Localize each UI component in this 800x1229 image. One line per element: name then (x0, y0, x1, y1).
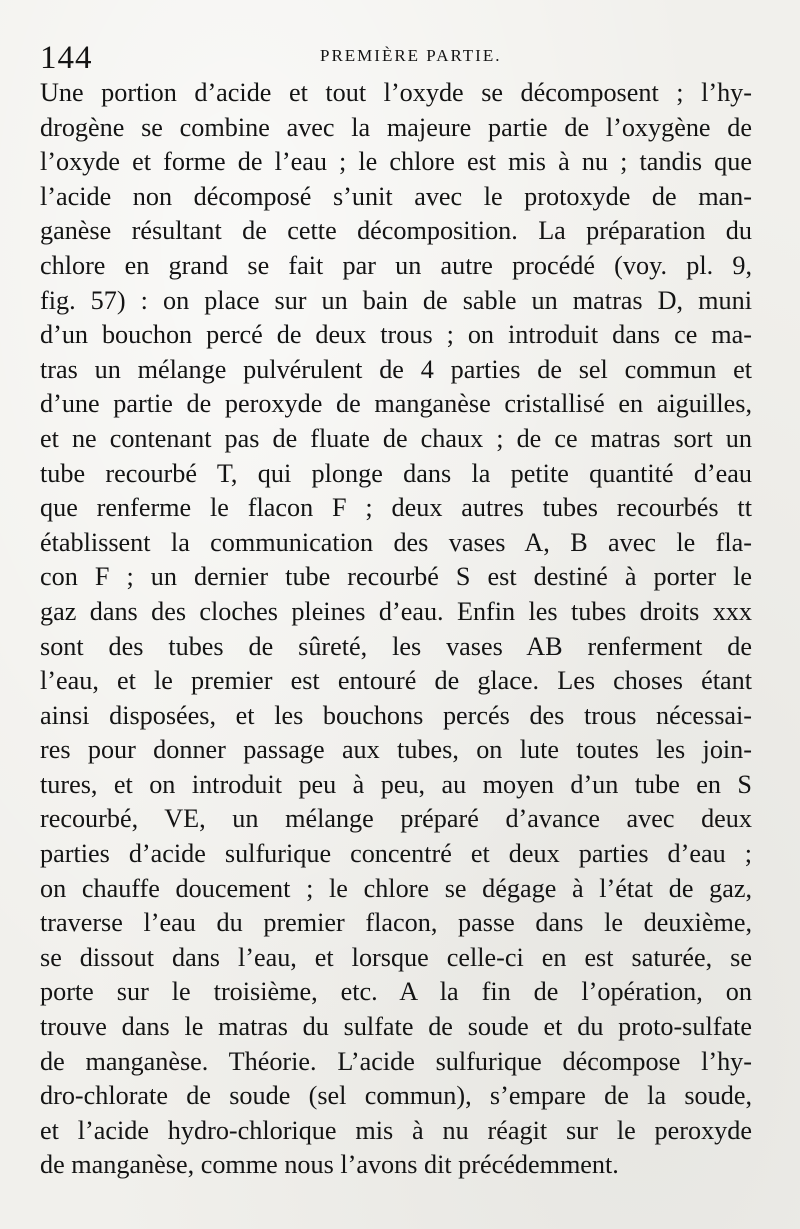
text-line: ainsi disposées, et les bouchons percés des trous nécessai- (40, 700, 752, 730)
text-line: et l’acide hydro-chlorique mis à nu réagit sur le peroxyde (40, 1115, 752, 1145)
text-line: traverse l’eau du premier flacon, passe dans le deuxième, (40, 908, 752, 938)
running-title: PREMIÈRE PARTIE. (320, 46, 502, 65)
body-text (40, 76, 752, 1183)
running-head (40, 38, 760, 78)
text-line: recourbé, VE, un mélange préparé d’avance avec deux (40, 804, 752, 834)
text-line: on chauffe doucement ; le chlore se dégage à l’état de gaz, (40, 873, 752, 903)
text-line: res pour donner passage aux tubes, on lute toutes les join- (40, 735, 752, 765)
text-line: gaz dans des cloches pleines d’eau. Enfin les tubes droits xxx (40, 596, 752, 626)
text-line: sont des tubes de sûreté, les vases AB renferment de (40, 631, 752, 661)
text-line: d’un bouchon percé de deux trous ; on introduit dans ce ma- (40, 320, 752, 350)
text-line: tures, et on introduit peu à peu, au moyen d’un tube en S (40, 769, 752, 799)
text-line: l’eau, et le premier est entouré de glace. Les choses étant (40, 666, 752, 696)
page-number: 144 (40, 40, 93, 76)
text-line: se dissout dans l’eau, et lorsque celle-ci en est saturée, se (40, 942, 752, 972)
text-line: porte sur le troisième, etc. A la fin de l’opération, on (40, 977, 752, 1007)
text-line: l’oxyde et forme de l’eau ; le chlore est mis à nu ; tandis que (40, 147, 752, 177)
text-line: dro-chlorate de soude (sel commun), s’empare de la soude, (40, 1081, 752, 1111)
text-line: ganèse résultant de cette décomposition. La préparation du (40, 216, 752, 246)
text-line: l’acide non décomposé s’unit avec le protoxyde de man- (40, 181, 752, 211)
text-line: établissent la communication des vases A, B avec le fla- (40, 527, 752, 557)
text-line: que renferme le flacon F ; deux autres tubes recourbés tt (40, 493, 752, 523)
text-line: de manganèse. Théorie. L’acide sulfurique décompose l’hy- (40, 1046, 752, 1076)
text-line: Une portion d’acide et tout l’oxyde se décomposent ; l’hy- (40, 78, 752, 107)
text-line: et ne contenant pas de fluate de chaux ; de ce matras sort un (40, 423, 752, 453)
text-line: tube recourbé T, qui plonge dans la petite quantité d’eau (40, 458, 752, 488)
text-line: drogène se combine avec la majeure partie de l’oxygène de (40, 112, 752, 142)
text-line-last: de manganèse, comme nous l’avons dit précédemment. (40, 1150, 619, 1180)
text-line: con F ; un dernier tube recourbé S est destiné à porter le (40, 562, 752, 592)
text-line: chlore en grand se fait par un autre procédé (voy. pl. 9, (40, 250, 752, 280)
text-line: fig. 57) : on place sur un bain de sable un matras D, muni (40, 285, 752, 315)
text-line: d’une partie de peroxyde de manganèse cristallisé en aiguilles, (40, 389, 752, 419)
text-line: tras un mélange pulvérulent de 4 parties de sel commun et (40, 354, 752, 384)
text-line: trouve dans le matras du sulfate de soude et du proto-sulfate (40, 1012, 752, 1042)
text-line: parties d’acide sulfurique concentré et deux parties d’eau ; (40, 839, 752, 869)
